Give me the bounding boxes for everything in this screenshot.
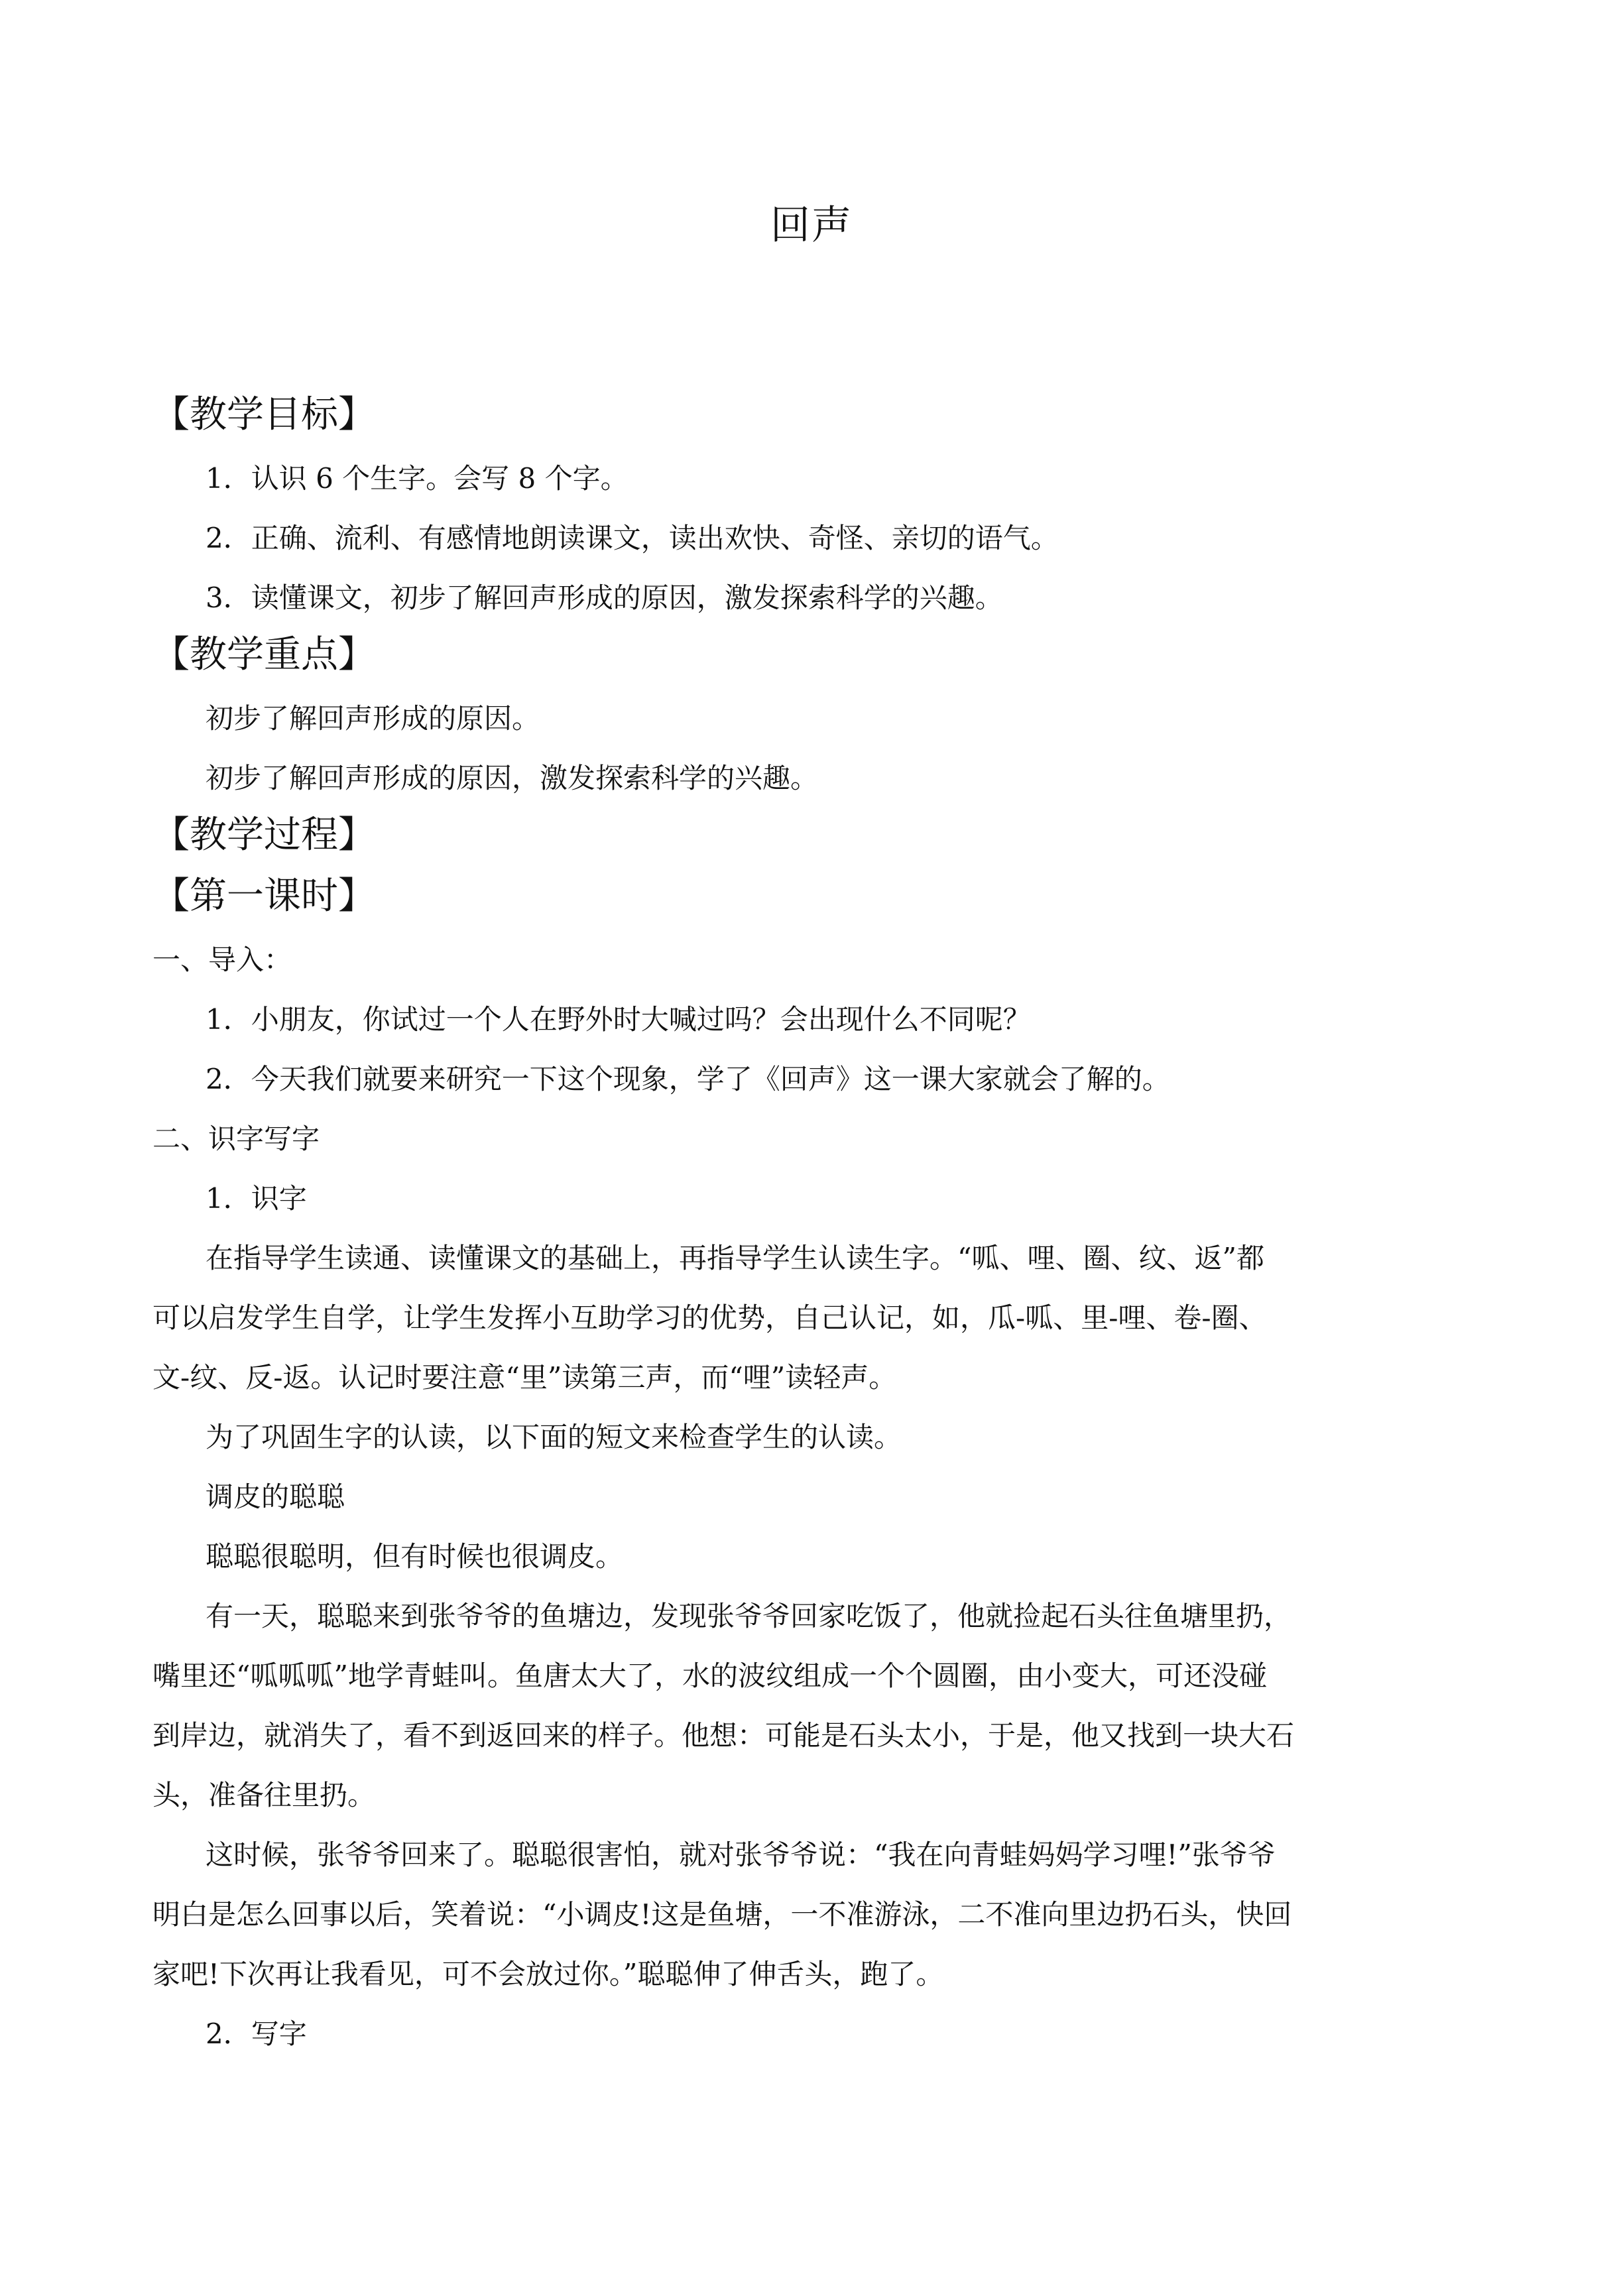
paragraph-line: 在指导学生读通、读懂课文的基础上，再指导学生认读生字。“呱、哩、圈、纹、返”都 — [206, 1242, 1264, 1274]
story-line: 头，准备往里扔。 — [152, 1779, 376, 1811]
literacy-item-1: 1．识字 — [206, 1182, 307, 1215]
paragraph-line: 可以启发学生自学，让学生发挥小互助学习的优势，自己认记，如，瓜-呱、里-哩、卷-圈、 — [152, 1301, 1267, 1334]
goal-item-1: 1．认识 6 个生字。会写 8 个字。 — [206, 462, 629, 495]
literacy-item-2: 2．写字 — [206, 2018, 307, 2050]
intro-item-2: 2．今天我们就要来研究一下这个现象，学了《回声》这一课大家就会了解的。 — [206, 1063, 1170, 1095]
paragraph-line: 文-纹、反-返。认记时要注意“里”读第三声，而“哩”读轻声。 — [152, 1361, 897, 1394]
story-line: 这时候，张爷爷回来了。聪聪很害怕，就对张爷爷说：“我在向青蛙妈妈学习哩!”张爷爷 — [206, 1839, 1276, 1871]
story-line: 聪聪很聪明，但有时候也很调皮。 — [206, 1540, 624, 1573]
story-line: 嘴里还“呱呱呱”地学青蛙叫。鱼唐太大了，水的波纹组成一个个圆圈，由小变大，可还没碰 — [152, 1660, 1267, 1692]
story-line: 有一天，聪聪来到张爷爷的鱼塘边，发现张爷爷回家吃饭了，他就捡起石头往鱼塘里扔， — [206, 1600, 1292, 1632]
story-line: 到岸边，就消失了，看不到返回来的样子。他想：可能是石头太小，于是，他又找到一块大石 — [152, 1719, 1295, 1752]
key-point-2: 初步了解回声形成的原因，激发探索科学的兴趣。 — [206, 762, 819, 794]
section-heading-key-points: 【教学重点】 — [152, 633, 375, 676]
subsection-literacy-writing: 二、识字写字 — [152, 1122, 320, 1155]
section-heading-teaching-process: 【教学过程】 — [152, 814, 375, 857]
subsection-introduction: 一、导入： — [152, 943, 292, 976]
story-line: 家吧!下次再让我看见，可不会放过你。”聪聪伸了伸舌头，跑了。 — [152, 1958, 944, 1990]
goal-item-2: 2．正确、流利、有感情地朗读课文，读出欢快、奇怪、亲切的语气。 — [206, 522, 1059, 554]
document-title: 回声 — [770, 202, 853, 249]
section-heading-first-lesson: 【第一课时】 — [152, 875, 375, 918]
intro-item-1: 1．小朋友，你试过一个人在野外时大喊过吗？会出现什么不同呢？ — [206, 1003, 1031, 1036]
story-title: 调皮的聪聪 — [206, 1480, 345, 1513]
section-heading-teaching-goals: 【教学目标】 — [152, 393, 375, 436]
goal-item-3: 3．读懂课文，初步了解回声形成的原因，激发探索科学的兴趣。 — [206, 581, 1003, 614]
paragraph-line: 为了巩固生字的认读，以下面的短文来检查学生的认读。 — [206, 1421, 902, 1453]
story-line: 明白是怎么回事以后，笑着说：“小调皮!这是鱼塘，一不准游泳，二不准向里边扔石头，快回 — [152, 1898, 1292, 1931]
key-point-1: 初步了解回声形成的原因。 — [206, 702, 540, 735]
